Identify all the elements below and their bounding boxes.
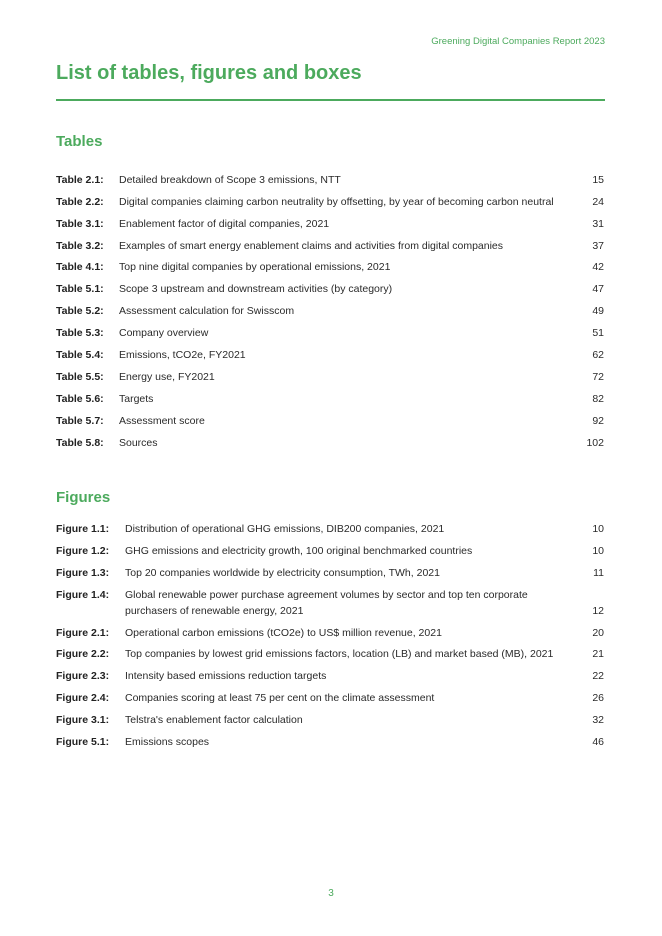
page-title: List of tables, figures and boxes	[56, 62, 362, 84]
entry-label: Table 3.1:	[56, 217, 104, 230]
entry-page-number: 82	[592, 392, 604, 405]
entry-label: Figure 2.2:	[56, 648, 110, 661]
entry-title: Assessment score	[119, 414, 205, 427]
entry-page-number: 22	[592, 670, 604, 683]
table-entry[interactable]	[56, 297, 604, 319]
entry-page-number: 42	[592, 261, 604, 274]
entry-label: Figure 2.4:	[56, 692, 110, 705]
entry-title: Companies scoring at least 75 per cent on the climate assessment	[125, 692, 435, 705]
entry-page-number: 21	[592, 648, 604, 661]
entry-page-number: 11	[593, 566, 604, 579]
entry-title: Scope 3 upstream and downstream activities (by category)	[119, 283, 393, 296]
entry-title: Sources	[119, 436, 158, 449]
entry-label: Table 5.6:	[56, 392, 104, 405]
entry-title: Intensity based emissions reduction targets	[125, 670, 327, 683]
figure-entry[interactable]	[56, 565, 604, 581]
entry-label: Table 5.4:	[56, 349, 104, 362]
entry-title: Assessment calculation for Swisscom	[119, 305, 295, 318]
table-entry[interactable]	[56, 232, 604, 254]
entry-label: Table 5.7:	[56, 414, 104, 427]
entry-label: Figure 1.1:	[56, 523, 110, 535]
table-entry[interactable]	[56, 341, 604, 363]
figure-entry[interactable]	[56, 668, 604, 684]
entry-page-number: 31	[592, 217, 604, 230]
entry-label: Figure 2.1:	[56, 626, 110, 639]
tables-list	[56, 166, 604, 451]
figure-entry[interactable]	[56, 646, 604, 662]
entry-label: Table 4.1:	[56, 261, 104, 274]
figure-entry[interactable]	[56, 690, 604, 706]
entry-page-number: 32	[592, 714, 604, 727]
figure-entry[interactable]	[56, 587, 604, 619]
entry-title: Top 20 companies worldwide by electricity consumption, TWh, 2021	[125, 566, 440, 579]
entry-page-number: 49	[592, 305, 604, 318]
entry-title: Distribution of operational GHG emissions, DIB200 companies, 2021	[125, 523, 445, 535]
entry-label: Figure 1.3:	[56, 566, 110, 579]
entry-label: Figure 2.3:	[56, 670, 110, 683]
table-entry[interactable]	[56, 254, 604, 276]
tables-heading: Tables	[56, 133, 103, 150]
entry-title: Enablement factor of digital companies, 2021	[119, 217, 330, 230]
figure-entry[interactable]	[56, 712, 604, 728]
entry-title: Examples of smart energy enablement claims and activities from digital companies	[119, 239, 504, 252]
page-number: 3	[328, 888, 334, 899]
entry-page-number: 12	[592, 604, 604, 617]
entry-page-number: 20	[592, 626, 604, 639]
entry-label: Table 5.3:	[56, 327, 104, 340]
entry-title: Digital companies claiming carbon neutrality by offsetting, by year of becoming carbon neutral	[119, 195, 554, 208]
table-entry[interactable]	[56, 407, 604, 429]
table-entry[interactable]	[56, 363, 604, 385]
table-entry[interactable]	[56, 319, 604, 341]
entry-label: Figure 5.1:	[56, 736, 110, 749]
table-entry[interactable]	[56, 166, 604, 188]
figure-entry[interactable]	[56, 543, 604, 559]
figure-entry[interactable]	[56, 625, 604, 641]
entry-title: Energy use, FY2021	[119, 370, 215, 383]
entry-title: GHG emissions and electricity growth, 100 original benchmarked countries	[125, 544, 473, 557]
entry-title: Telstra's enablement factor calculation	[125, 714, 303, 727]
entry-page-number: 102	[586, 436, 604, 449]
entry-label: Figure 1.2:	[56, 544, 110, 557]
entry-label: Table 3.2:	[56, 239, 104, 252]
entry-title: Emissions, tCO2e, FY2021	[119, 349, 246, 362]
entry-label: Figure 3.1:	[56, 714, 110, 727]
entry-page-number: 26	[592, 692, 604, 705]
entry-label: Table 2.2:	[56, 195, 104, 208]
table-entry[interactable]	[56, 429, 604, 451]
table-entry[interactable]	[56, 275, 604, 297]
entry-label: Table 5.5:	[56, 370, 104, 383]
entry-title: Top companies by lowest grid emissions factors, location (LB) and market based (MB), 2021	[125, 648, 554, 661]
entry-page-number: 10	[592, 523, 604, 535]
entry-label: Figure 1.4:	[56, 588, 110, 601]
figures-heading: Figures	[56, 489, 111, 506]
entry-page-number: 47	[592, 283, 604, 296]
table-entry[interactable]	[56, 188, 604, 210]
entry-page-number: 72	[592, 370, 604, 383]
entry-title: Global renewable power purchase agreement volumes by sector and top ten corporate purchasers of renewable energy, 2021	[125, 588, 528, 617]
entry-title: Top nine digital companies by operational emissions, 2021	[119, 261, 391, 274]
entry-page-number: 15	[592, 173, 604, 186]
entry-title: Targets	[119, 392, 154, 405]
entry-page-number: 46	[592, 736, 604, 749]
entry-page-number: 10	[592, 544, 604, 557]
entry-label: Table 2.1:	[56, 173, 104, 186]
entry-label: Table 5.1:	[56, 283, 104, 296]
table-entry[interactable]	[56, 385, 604, 407]
entry-page-number: 24	[592, 195, 604, 208]
entry-title: Company overview	[119, 327, 209, 340]
entry-title: Detailed breakdown of Scope 3 emissions, NTT	[119, 173, 341, 186]
figure-entry[interactable]	[56, 734, 604, 750]
table-entry[interactable]	[56, 210, 604, 232]
entry-page-number: 92	[592, 414, 604, 427]
figure-entry[interactable]	[56, 521, 604, 537]
entry-label: Table 5.8:	[56, 436, 104, 449]
running-header: Greening Digital Companies Report 2023	[431, 36, 605, 47]
entry-page-number: 51	[592, 327, 604, 340]
entry-page-number: 37	[592, 239, 604, 252]
title-divider	[56, 99, 605, 101]
figures-list	[56, 521, 604, 756]
entry-title: Operational carbon emissions (tCO2e) to US$ million revenue, 2021	[125, 626, 442, 639]
entry-label: Table 5.2:	[56, 305, 104, 318]
entry-title: Emissions scopes	[125, 736, 210, 749]
entry-page-number: 62	[592, 349, 604, 362]
